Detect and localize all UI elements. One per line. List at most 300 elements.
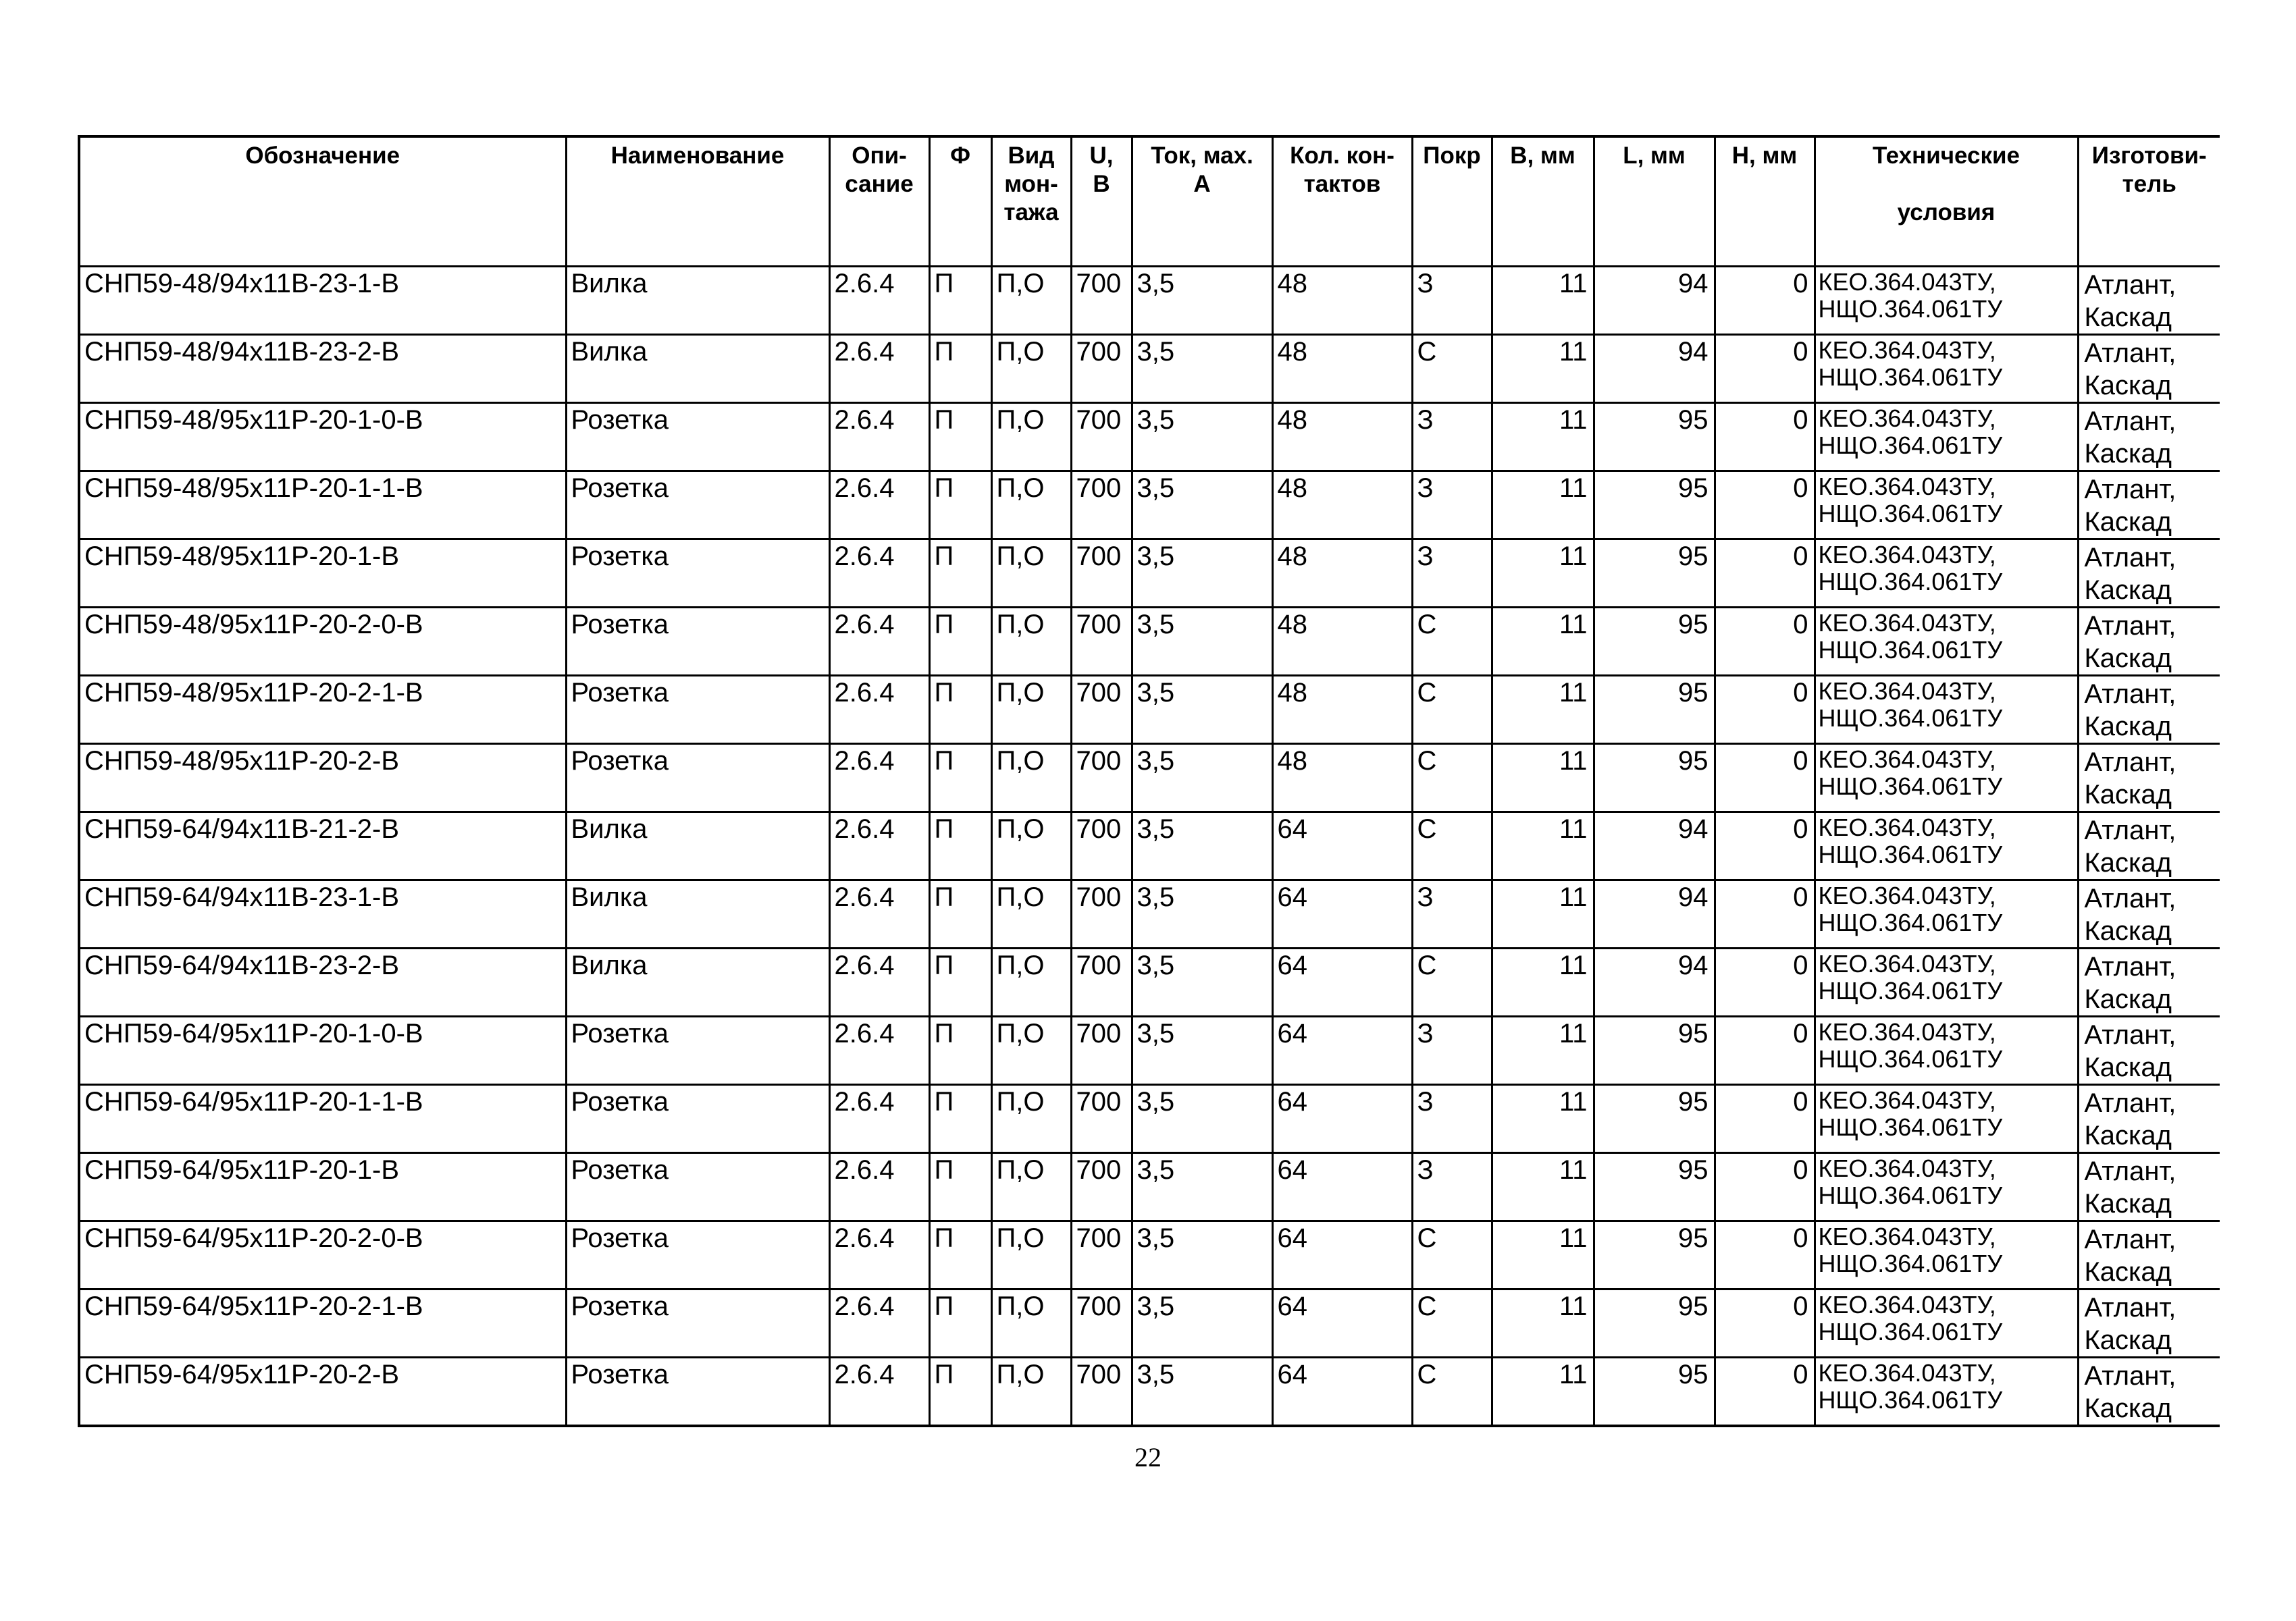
cell-current: 3,5	[1132, 744, 1272, 812]
cell-h-mm: 0	[1715, 812, 1815, 880]
cell-b-mm: 11	[1492, 1221, 1594, 1290]
cell-contacts: 48	[1272, 676, 1412, 744]
tech-conditions-line-2: НЩО.364.061ТУ	[1818, 841, 2003, 868]
cell-voltage: 700	[1071, 403, 1132, 471]
tech-conditions-line-1: КЕО.364.043ТУ,	[1818, 882, 1996, 909]
cell-current: 3,5	[1132, 471, 1272, 539]
cell-l-mm: 94	[1594, 335, 1715, 403]
cell-mount: П,О	[991, 608, 1071, 676]
cell-mount: П,О	[991, 812, 1071, 880]
cell-mount: П,О	[991, 539, 1071, 608]
cell-current: 3,5	[1132, 1290, 1272, 1358]
cell-current: 3,5	[1132, 1221, 1272, 1290]
header-current	[1132, 136, 1272, 267]
cell-name: Вилка	[566, 335, 829, 403]
cell-coating: С	[1412, 812, 1492, 880]
cell-designation: СНП59-48/95x11Р-20-1-0-В	[79, 403, 566, 471]
table-row	[79, 471, 2220, 539]
cell-l-mm: 95	[1594, 471, 1715, 539]
table-row	[79, 1290, 2220, 1358]
cell-name: Розетка	[566, 608, 829, 676]
header-coating	[1412, 136, 1492, 267]
cell-contacts: 48	[1272, 471, 1412, 539]
cell-coating: З	[1412, 880, 1492, 949]
header-voltage-line-2: В	[1093, 171, 1110, 197]
cell-contacts: 64	[1272, 880, 1412, 949]
cell-voltage: 700	[1071, 539, 1132, 608]
cell-mount: П,О	[991, 1017, 1071, 1085]
tech-conditions-line-2: НЩО.364.061ТУ	[1818, 772, 2003, 800]
manufacturer-line-1: Атлант,	[2084, 1020, 2176, 1050]
cell-current: 3,5	[1132, 880, 1272, 949]
cell-l-mm: 94	[1594, 812, 1715, 880]
cell-contacts: 64	[1272, 949, 1412, 1017]
cell-h-mm: 0	[1715, 267, 1815, 335]
cell-tech-conditions	[1815, 608, 2078, 676]
cell-coating: З	[1412, 267, 1492, 335]
header-name	[566, 136, 829, 267]
cell-tech-conditions	[1815, 471, 2078, 539]
manufacturer-line-2: Каскад	[2084, 439, 2172, 469]
cell-coating: С	[1412, 744, 1492, 812]
header-voltage-line-1: U,	[1089, 142, 1114, 169]
cell-manufacturer	[2078, 1221, 2220, 1290]
cell-voltage: 700	[1071, 335, 1132, 403]
tech-conditions-line-1: КЕО.364.043ТУ,	[1818, 404, 1996, 432]
cell-b-mm: 11	[1492, 949, 1594, 1017]
cell-manufacturer	[2078, 608, 2220, 676]
manufacturer-line-2: Каскад	[2084, 1393, 2172, 1423]
cell-voltage: 700	[1071, 812, 1132, 880]
cell-h-mm: 0	[1715, 1085, 1815, 1153]
table-row	[79, 949, 2220, 1017]
cell-l-mm: 94	[1594, 949, 1715, 1017]
tech-conditions-line-1: КЕО.364.043ТУ,	[1818, 609, 1996, 637]
cell-contacts: 48	[1272, 744, 1412, 812]
table-row	[79, 608, 2220, 676]
cell-b-mm: 11	[1492, 1017, 1594, 1085]
manufacturer-line-1: Атлант,	[2084, 1225, 2176, 1254]
cell-voltage: 700	[1071, 267, 1132, 335]
table-row	[79, 1017, 2220, 1085]
cell-b-mm: 11	[1492, 1290, 1594, 1358]
cell-coating: З	[1412, 1153, 1492, 1221]
header-contacts	[1272, 136, 1412, 267]
cell-mount: П,О	[991, 471, 1071, 539]
header-manufacturer-line-1: Изготови-	[2091, 142, 2207, 169]
tech-conditions-line-2: НЩО.364.061ТУ	[1818, 295, 2003, 323]
cell-contacts: 64	[1272, 1290, 1412, 1358]
cell-current: 3,5	[1132, 335, 1272, 403]
header-contacts-line-1: Кол. кон-	[1290, 142, 1394, 169]
cell-name: Розетка	[566, 539, 829, 608]
manufacturer-line-2: Каскад	[2084, 507, 2172, 537]
cell-designation: СНП59-48/94x11В-23-1-В	[79, 267, 566, 335]
cell-manufacturer	[2078, 1290, 2220, 1358]
cell-voltage: 700	[1071, 949, 1132, 1017]
cell-tech-conditions	[1815, 267, 2078, 335]
manufacturer-line-1: Атлант,	[2084, 1157, 2176, 1186]
cell-contacts: 64	[1272, 1221, 1412, 1290]
tech-conditions-line-2: НЩО.364.061ТУ	[1818, 1250, 2003, 1277]
cell-current: 3,5	[1132, 267, 1272, 335]
manufacturer-line-1: Атлант,	[2084, 1088, 2176, 1118]
cell-designation: СНП59-64/95x11Р-20-1-В	[79, 1153, 566, 1221]
header-tech-gap	[1816, 170, 2077, 198]
cell-h-mm: 0	[1715, 471, 1815, 539]
cell-b-mm: 11	[1492, 1358, 1594, 1427]
cell-coating: З	[1412, 539, 1492, 608]
cell-coating: С	[1412, 1358, 1492, 1427]
cell-h-mm: 0	[1715, 1358, 1815, 1427]
cell-h-mm: 0	[1715, 1221, 1815, 1290]
cell-manufacturer	[2078, 812, 2220, 880]
cell-mount: П,О	[991, 880, 1071, 949]
cell-form: П	[929, 267, 991, 335]
cell-designation: СНП59-64/95x11Р-20-1-1-В	[79, 1085, 566, 1153]
table-row	[79, 744, 2220, 812]
header-b-mm-text: В, мм	[1510, 142, 1575, 169]
cell-h-mm: 0	[1715, 880, 1815, 949]
manufacturer-line-2: Каскад	[2084, 848, 2172, 878]
header-current-line-1: Ток, мах.	[1151, 142, 1253, 169]
tech-conditions-line-1: КЕО.364.043ТУ,	[1818, 268, 1996, 296]
cell-mount: П,О	[991, 949, 1071, 1017]
cell-coating: С	[1412, 1290, 1492, 1358]
cell-tech-conditions	[1815, 1290, 2078, 1358]
cell-description: 2.6.4	[829, 949, 929, 1017]
table-row	[79, 1221, 2220, 1290]
cell-designation: СНП59-48/95x11Р-20-1-В	[79, 539, 566, 608]
cell-name: Розетка	[566, 1153, 829, 1221]
cell-coating: З	[1412, 471, 1492, 539]
cell-tech-conditions	[1815, 1017, 2078, 1085]
cell-description: 2.6.4	[829, 880, 929, 949]
cell-designation: СНП59-64/95x11Р-20-1-0-В	[79, 1017, 566, 1085]
cell-voltage: 700	[1071, 1085, 1132, 1153]
header-h-mm-text: Н, мм	[1731, 142, 1798, 169]
manufacturer-line-2: Каскад	[2084, 371, 2172, 400]
manufacturer-line-2: Каскад	[2084, 916, 2172, 946]
table-row	[79, 1153, 2220, 1221]
cell-contacts: 64	[1272, 1085, 1412, 1153]
cell-tech-conditions	[1815, 880, 2078, 949]
cell-h-mm: 0	[1715, 403, 1815, 471]
tech-conditions-line-1: КЕО.364.043ТУ,	[1818, 1223, 1996, 1250]
header-form	[929, 136, 991, 267]
cell-tech-conditions	[1815, 744, 2078, 812]
manufacturer-line-1: Атлант,	[2084, 816, 2176, 845]
cell-mount: П,О	[991, 1221, 1071, 1290]
cell-h-mm: 0	[1715, 539, 1815, 608]
cell-b-mm: 11	[1492, 1153, 1594, 1221]
tech-conditions-line-2: НЩО.364.061ТУ	[1818, 363, 2003, 391]
cell-contacts: 48	[1272, 335, 1412, 403]
cell-mount: П,О	[991, 676, 1071, 744]
manufacturer-line-2: Каскад	[2084, 780, 2172, 809]
cell-current: 3,5	[1132, 1085, 1272, 1153]
cell-name: Розетка	[566, 1017, 829, 1085]
cell-b-mm: 11	[1492, 539, 1594, 608]
cell-manufacturer	[2078, 471, 2220, 539]
cell-contacts: 48	[1272, 267, 1412, 335]
cell-name: Вилка	[566, 267, 829, 335]
cell-form: П	[929, 676, 991, 744]
cell-form: П	[929, 1017, 991, 1085]
cell-form: П	[929, 1153, 991, 1221]
cell-voltage: 700	[1071, 471, 1132, 539]
tech-conditions-line-2: НЩО.364.061ТУ	[1818, 1113, 2003, 1141]
cell-voltage: 700	[1071, 676, 1132, 744]
manufacturer-line-2: Каскад	[2084, 575, 2172, 605]
cell-form: П	[929, 1358, 991, 1427]
connector-spec-table	[78, 135, 2220, 1427]
tech-conditions-line-2: НЩО.364.061ТУ	[1818, 704, 2003, 732]
cell-description: 2.6.4	[829, 1221, 929, 1290]
manufacturer-line-1: Атлант,	[2084, 747, 2176, 777]
cell-coating: С	[1412, 949, 1492, 1017]
cell-b-mm: 11	[1492, 471, 1594, 539]
cell-h-mm: 0	[1715, 1153, 1815, 1221]
cell-b-mm: 11	[1492, 880, 1594, 949]
cell-mount: П,О	[991, 335, 1071, 403]
tech-conditions-line-1: КЕО.364.043ТУ,	[1818, 541, 1996, 568]
cell-manufacturer	[2078, 744, 2220, 812]
cell-h-mm: 0	[1715, 949, 1815, 1017]
cell-name: Вилка	[566, 812, 829, 880]
cell-designation: СНП59-48/95x11Р-20-2-В	[79, 744, 566, 812]
tech-conditions-line-1: КЕО.364.043ТУ,	[1818, 677, 1996, 705]
cell-b-mm: 11	[1492, 1085, 1594, 1153]
cell-b-mm: 11	[1492, 676, 1594, 744]
cell-current: 3,5	[1132, 676, 1272, 744]
cell-description: 2.6.4	[829, 335, 929, 403]
cell-contacts: 64	[1272, 1017, 1412, 1085]
cell-tech-conditions	[1815, 539, 2078, 608]
cell-designation: СНП59-48/95x11Р-20-1-1-В	[79, 471, 566, 539]
cell-coating: С	[1412, 608, 1492, 676]
manufacturer-line-2: Каскад	[2084, 1257, 2172, 1287]
manufacturer-line-2: Каскад	[2084, 712, 2172, 741]
cell-b-mm: 11	[1492, 608, 1594, 676]
cell-mount: П,О	[991, 1153, 1071, 1221]
cell-name: Розетка	[566, 471, 829, 539]
cell-form: П	[929, 539, 991, 608]
cell-voltage: 700	[1071, 744, 1132, 812]
cell-description: 2.6.4	[829, 1153, 929, 1221]
table-row	[79, 676, 2220, 744]
cell-designation: СНП59-48/95x11Р-20-2-1-В	[79, 676, 566, 744]
cell-voltage: 700	[1071, 1290, 1132, 1358]
page-number: 22	[1134, 1442, 1162, 1472]
header-h-mm	[1715, 136, 1815, 267]
tech-conditions-line-1: КЕО.364.043ТУ,	[1818, 1018, 1996, 1046]
cell-coating: З	[1412, 1017, 1492, 1085]
header-description	[829, 136, 929, 267]
cell-designation: СНП59-64/94x11В-23-1-В	[79, 880, 566, 949]
manufacturer-line-1: Атлант,	[2084, 475, 2176, 504]
cell-coating: З	[1412, 1085, 1492, 1153]
header-row	[79, 136, 2220, 267]
cell-form: П	[929, 949, 991, 1017]
tech-conditions-line-1: КЕО.364.043ТУ,	[1818, 473, 1996, 500]
cell-form: П	[929, 608, 991, 676]
cell-tech-conditions	[1815, 812, 2078, 880]
cell-voltage: 700	[1071, 1017, 1132, 1085]
cell-l-mm: 95	[1594, 1290, 1715, 1358]
header-mount-type	[991, 136, 1071, 267]
cell-name: Розетка	[566, 403, 829, 471]
cell-l-mm: 95	[1594, 744, 1715, 812]
header-coating-text: Покр	[1423, 142, 1481, 169]
header-mount-line-1: Вид	[1008, 142, 1055, 169]
manufacturer-line-1: Атлант,	[2084, 679, 2176, 709]
header-mount-line-2: мон-	[1004, 171, 1058, 197]
cell-b-mm: 11	[1492, 744, 1594, 812]
cell-h-mm: 0	[1715, 676, 1815, 744]
header-voltage	[1071, 136, 1132, 267]
cell-current: 3,5	[1132, 608, 1272, 676]
cell-l-mm: 94	[1594, 267, 1715, 335]
table-row	[79, 267, 2220, 335]
cell-name: Розетка	[566, 676, 829, 744]
cell-l-mm: 95	[1594, 403, 1715, 471]
cell-tech-conditions	[1815, 1221, 2078, 1290]
cell-l-mm: 94	[1594, 880, 1715, 949]
cell-current: 3,5	[1132, 812, 1272, 880]
cell-designation: СНП59-64/95x11Р-20-2-0-В	[79, 1221, 566, 1290]
header-name-text: Наименование	[610, 142, 785, 169]
table-row	[79, 880, 2220, 949]
cell-h-mm: 0	[1715, 608, 1815, 676]
cell-manufacturer	[2078, 335, 2220, 403]
cell-b-mm: 11	[1492, 812, 1594, 880]
header-manufacturer	[2078, 136, 2220, 267]
cell-b-mm: 11	[1492, 267, 1594, 335]
cell-designation: СНП59-48/94x11В-23-2-В	[79, 335, 566, 403]
tech-conditions-line-1: КЕО.364.043ТУ,	[1818, 814, 1996, 841]
cell-form: П	[929, 812, 991, 880]
cell-h-mm: 0	[1715, 1290, 1815, 1358]
table-row	[79, 335, 2220, 403]
cell-h-mm: 0	[1715, 1017, 1815, 1085]
cell-form: П	[929, 880, 991, 949]
cell-designation: СНП59-64/95x11Р-20-2-1-В	[79, 1290, 566, 1358]
manufacturer-line-2: Каскад	[2084, 302, 2172, 332]
cell-form: П	[929, 1085, 991, 1153]
header-b-mm	[1492, 136, 1594, 267]
header-tech-line-2: условия	[1897, 199, 1995, 225]
manufacturer-line-1: Атлант,	[2084, 1361, 2176, 1391]
tech-conditions-line-1: КЕО.364.043ТУ,	[1818, 1359, 1996, 1387]
manufacturer-line-2: Каскад	[2084, 643, 2172, 673]
cell-current: 3,5	[1132, 1358, 1272, 1427]
tech-conditions-line-1: КЕО.364.043ТУ,	[1818, 336, 1996, 364]
manufacturer-line-1: Атлант,	[2084, 338, 2176, 368]
header-form-text: Ф	[950, 142, 970, 169]
cell-l-mm: 95	[1594, 539, 1715, 608]
tech-conditions-line-2: НЩО.364.061ТУ	[1818, 431, 2003, 459]
tech-conditions-line-1: КЕО.364.043ТУ,	[1818, 1086, 1996, 1114]
cell-l-mm: 95	[1594, 1358, 1715, 1427]
manufacturer-line-1: Атлант,	[2084, 611, 2176, 641]
manufacturer-line-1: Атлант,	[2084, 270, 2176, 300]
cell-tech-conditions	[1815, 1153, 2078, 1221]
cell-b-mm: 11	[1492, 335, 1594, 403]
cell-contacts: 64	[1272, 1358, 1412, 1427]
cell-description: 2.6.4	[829, 608, 929, 676]
cell-contacts: 64	[1272, 1153, 1412, 1221]
cell-designation: СНП59-64/95x11Р-20-2-В	[79, 1358, 566, 1427]
table-row	[79, 1358, 2220, 1427]
tech-conditions-line-2: НЩО.364.061ТУ	[1818, 1386, 2003, 1414]
cell-description: 2.6.4	[829, 403, 929, 471]
cell-description: 2.6.4	[829, 539, 929, 608]
cell-current: 3,5	[1132, 539, 1272, 608]
tech-conditions-line-2: НЩО.364.061ТУ	[1818, 1181, 2003, 1209]
cell-description: 2.6.4	[829, 1358, 929, 1427]
manufacturer-line-2: Каскад	[2084, 1189, 2172, 1219]
table-row	[79, 812, 2220, 880]
cell-name: Вилка	[566, 949, 829, 1017]
cell-manufacturer	[2078, 1358, 2220, 1427]
cell-name: Розетка	[566, 1358, 829, 1427]
header-contacts-line-2: тактов	[1303, 171, 1381, 197]
tech-conditions-line-2: НЩО.364.061ТУ	[1818, 1045, 2003, 1073]
cell-description: 2.6.4	[829, 676, 929, 744]
tech-conditions-line-2: НЩО.364.061ТУ	[1818, 636, 2003, 664]
cell-mount: П,О	[991, 267, 1071, 335]
cell-form: П	[929, 1290, 991, 1358]
tech-conditions-line-1: КЕО.364.043ТУ,	[1818, 745, 1996, 773]
manufacturer-line-2: Каскад	[2084, 1121, 2172, 1150]
cell-name: Розетка	[566, 1221, 829, 1290]
cell-coating: С	[1412, 335, 1492, 403]
cell-contacts: 64	[1272, 812, 1412, 880]
header-current-line-2: А	[1193, 171, 1211, 197]
cell-description: 2.6.4	[829, 744, 929, 812]
manufacturer-line-1: Атлант,	[2084, 952, 2176, 982]
tech-conditions-line-1: КЕО.364.043ТУ,	[1818, 1291, 1996, 1319]
cell-mount: П,О	[991, 744, 1071, 812]
cell-l-mm: 95	[1594, 1085, 1715, 1153]
cell-designation: СНП59-64/94x11В-21-2-В	[79, 812, 566, 880]
cell-name: Розетка	[566, 744, 829, 812]
cell-manufacturer	[2078, 1085, 2220, 1153]
manufacturer-line-2: Каскад	[2084, 1325, 2172, 1355]
cell-coating: С	[1412, 1221, 1492, 1290]
header-tech-conditions	[1815, 136, 2078, 267]
manufacturer-line-1: Атлант,	[2084, 1293, 2176, 1323]
cell-description: 2.6.4	[829, 471, 929, 539]
cell-tech-conditions	[1815, 335, 2078, 403]
cell-manufacturer	[2078, 267, 2220, 335]
cell-form: П	[929, 335, 991, 403]
cell-b-mm: 11	[1492, 403, 1594, 471]
header-designation-text: Обозначение	[245, 142, 400, 169]
cell-form: П	[929, 1221, 991, 1290]
cell-contacts: 48	[1272, 539, 1412, 608]
manufacturer-line-1: Атлант,	[2084, 406, 2176, 436]
header-l-mm	[1594, 136, 1715, 267]
cell-l-mm: 95	[1594, 608, 1715, 676]
cell-tech-conditions	[1815, 1358, 2078, 1427]
cell-name: Розетка	[566, 1085, 829, 1153]
manufacturer-line-1: Атлант,	[2084, 884, 2176, 913]
manufacturer-line-1: Атлант,	[2084, 543, 2176, 573]
tech-conditions-line-2: НЩО.364.061ТУ	[1818, 977, 2003, 1005]
tech-conditions-line-2: НЩО.364.061ТУ	[1818, 1318, 2003, 1346]
